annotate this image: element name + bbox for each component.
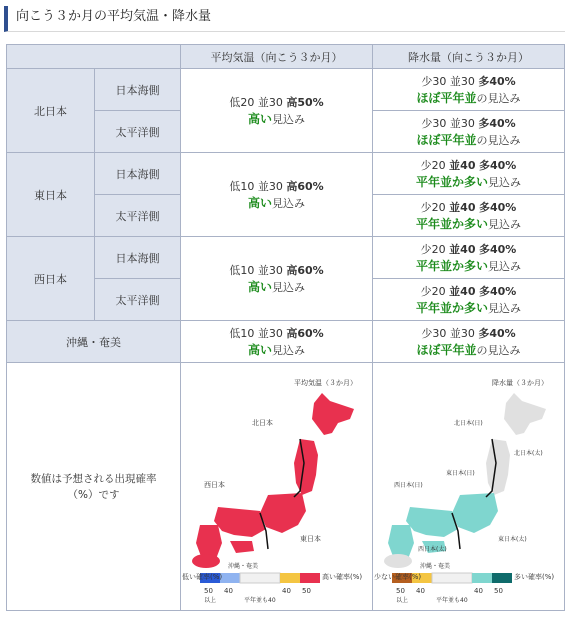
legend-high-40 [280,573,300,583]
legend-normal [240,573,280,583]
normal-label: 平年並も40 [435,597,468,604]
precip-cell-west-japan-sea: 少20 並40 多40% 平年並か多い見込み [373,237,565,279]
temp-cell-west: 低10 並30 高60% 高い見込み [181,237,373,321]
legend-low-label: 少ない確率(%) [373,573,421,581]
sub-japan-sea: 日本海側 [95,153,181,195]
precip-cell-west-pacific: 少20 並40 多40% 平年並か多い見込み [373,279,565,321]
tick-40-high: 40 [281,587,291,595]
region-north: 北日本 [7,69,95,153]
sub-pacific: 太平洋側 [95,111,181,153]
chubu-region [452,493,498,533]
label-east: 東日本 [299,535,321,543]
precip-map [373,363,565,611]
temp-column-header: 平均気温（向こう３か月） [181,45,373,69]
temp-map-svg [182,363,372,607]
precip-cell-east-japan-sea: 少20 並40 多40% 平年並か多い見込み [373,153,565,195]
page-header [4,6,565,32]
precip-column-header: 降水量（向こう３か月） [373,45,565,69]
label-east-japan-sea: 東日本(日) [445,470,475,477]
sub-japan-sea: 日本海側 [95,237,181,279]
shikoku-region [230,541,254,553]
label-okinawa: 沖縄・奄美 [227,563,258,570]
temp-cell-east: 低10 並30 高60% 高い見込み [181,153,373,237]
chugoku-region [214,507,266,537]
tick-50-low: 50 [203,587,213,595]
hokkaido-region [504,393,546,435]
tick-50-low: 50 [395,587,405,595]
sub-pacific: 太平洋側 [95,195,181,237]
chubu-region [260,493,306,533]
sub-japan-sea: 日本海側 [95,69,181,111]
ijou-label: 以上 [395,597,408,604]
tick-50-high: 50 [301,587,311,595]
chugoku-region [406,507,458,537]
hokkaido-region [312,393,354,435]
region-west: 西日本 [7,237,95,321]
legend-high-label: 多い確率(%) [513,573,554,581]
okinawa-region [192,554,220,568]
corner-cell [7,45,181,69]
temp-map [181,363,373,611]
precip-map-svg [374,363,564,607]
precip-cell-north-pacific: 少30 並30 多40% ほぼ平年並の見込み [373,111,565,153]
legend-note: 数値は予想される出現確率（%）です [7,363,181,611]
ijou-label: 以上 [203,597,216,604]
legend-low-label: 低い確率(%) [181,573,222,581]
tohoku-region [294,439,318,495]
label-north-pacific: 北日本(太) [513,450,543,457]
okinawa-region [384,554,412,568]
region-east: 東日本 [7,153,95,237]
temp-cell-north: 低20 並30 高50% 高い見込み [181,69,373,153]
tick-50-high: 50 [493,587,503,595]
legend-high-50 [300,573,320,583]
precip-cell-north-japan-sea: 少30 並30 多40% ほぼ平年並の見込み [373,69,565,111]
legend-normal [432,573,472,583]
kyushu-region [196,525,222,559]
tick-40-low: 40 [223,587,233,595]
temp-map-title: 平均気温（３か月） [293,379,357,387]
label-west: 西日本 [203,481,225,489]
precip-cell-okinawa: 少30 並30 多40% ほぼ平年並の見込み [373,321,565,363]
region-okinawa: 沖縄・奄美 [7,321,181,363]
label-west-japan-sea: 西日本(日) [393,482,423,489]
label-west-pacific: 西日本(太) [417,546,447,553]
precip-map-title: 降水量（３か月） [491,379,548,387]
label-north: 北日本 [251,419,273,427]
forecast-table [6,44,565,611]
page-title: 向こう３か月の平均気温・降水量 [16,9,212,24]
legend-high-label: 高い確率(%) [321,573,362,581]
label-east-pacific: 東日本(太) [497,536,527,543]
legend-low-40 [220,573,240,583]
temp-cell-okinawa: 低10 並30 高60% 高い見込み [181,321,373,363]
tohoku-region [486,439,510,495]
kyushu-region [388,525,414,559]
label-okinawa: 沖縄・奄美 [419,563,450,570]
label-north-japan-sea: 北日本(日) [453,420,483,427]
tick-40-high: 40 [473,587,483,595]
tick-40-low: 40 [415,587,425,595]
sub-pacific: 太平洋側 [95,279,181,321]
legend-high-40 [472,573,492,583]
legend-high-50 [492,573,512,583]
precip-cell-east-pacific: 少20 並40 多40% 平年並か多い見込み [373,195,565,237]
normal-label: 平年並も40 [243,597,276,604]
